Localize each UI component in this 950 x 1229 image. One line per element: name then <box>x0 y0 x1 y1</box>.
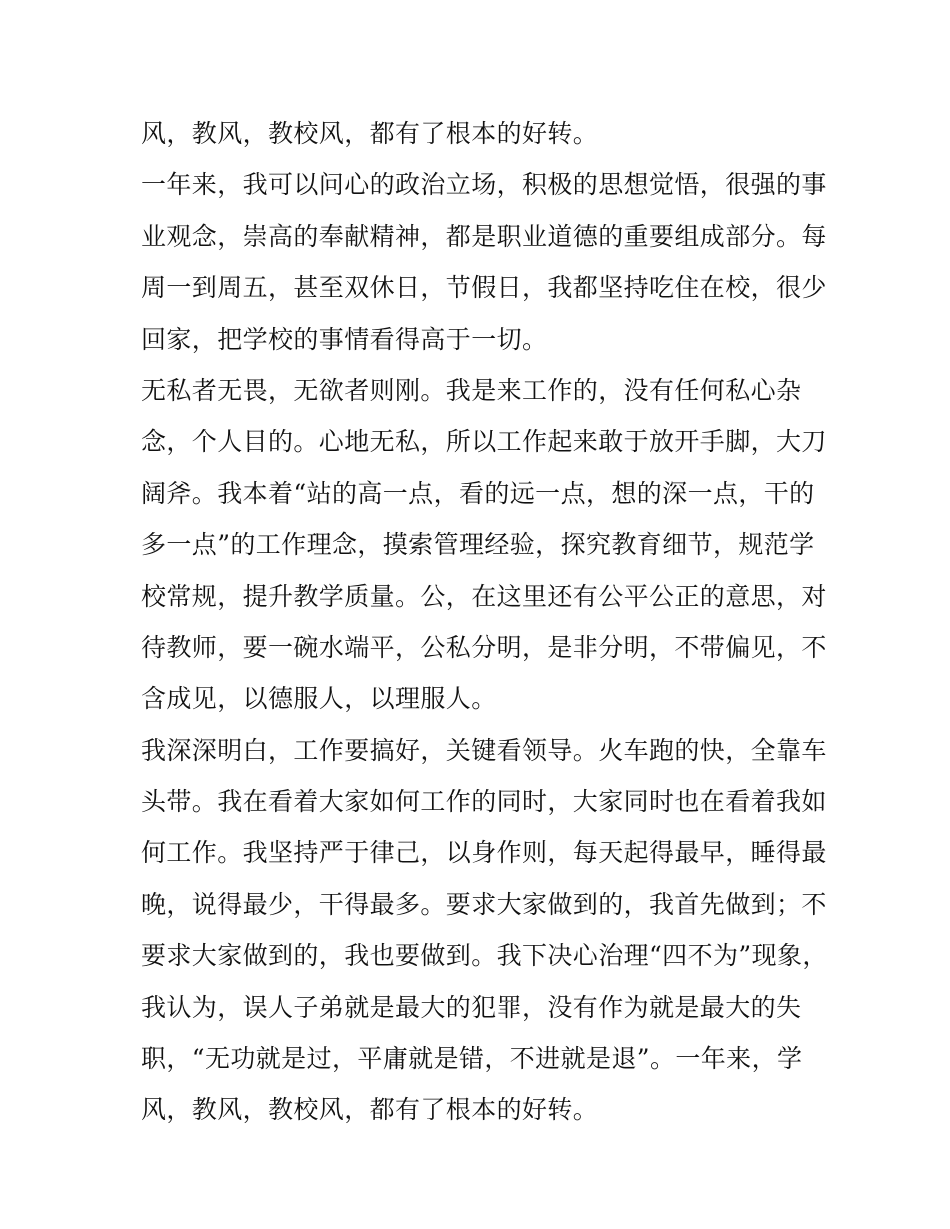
text-line: 我认为，误人子弟就是最大的犯罪，没有作为就是最大的失 <box>141 992 802 1022</box>
text-line: 何工作。我坚持严于律己，以身作则，每天起得最早，睡得最 <box>141 838 827 868</box>
text-line: 晚，说得最少，干得最多。要求大家做到的，我首先做到；不 <box>141 889 827 919</box>
text-line: 念，个人目的。心地无私，所以工作起来敢于放开手脚，大刀 <box>141 427 827 457</box>
text-line: 待教师，要一碗水端平，公私分明，是非分明，不带偏见，不 <box>141 632 827 662</box>
text-line: 周一到周五，甚至双休日，节假日，我都坚持吃住在校，很少 <box>141 273 827 303</box>
text-line: 风，教风，教校风，都有了根本的好转。 <box>141 1095 599 1125</box>
text-line: 要求大家做到的，我也要做到。我下决心治理“四不为”现象， <box>141 941 828 971</box>
text-line: 多一点”的工作理念，摸索管理经验，探究教育细节，规范学 <box>141 530 815 560</box>
text-line: 校常规，提升教学质量。公，在这里还有公平公正的意思，对 <box>141 581 827 611</box>
text-line: 头带。我在看着大家如何工作的同时，大家同时也在看着我如 <box>141 787 827 817</box>
text-line: 含成见，以德服人，以理服人。 <box>141 684 497 714</box>
text-line: 我深深明白，工作要搞好，关键看领导。火车跑的快，全靠车 <box>141 735 827 765</box>
document-body <box>141 108 828 1136</box>
text-line: 职，“无功就是过，平庸就是错，不进就是退”。一年来，学 <box>141 1044 803 1074</box>
text-line: 阔斧。我本着“站的高一点，看的远一点，想的深一点，干的 <box>141 478 815 508</box>
text-line: 无私者无畏，无欲者则刚。我是来工作的，没有任何私心杂 <box>141 375 802 405</box>
text-line: 回家，把学校的事情看得高于一切。 <box>141 324 548 354</box>
text-line: 业观念，崇高的奉献精神，都是职业道德的重要组成部分。每 <box>141 221 827 251</box>
text-line: 一年来，我可以问心的政治立场，积极的思想觉悟，很强的事 <box>141 170 827 200</box>
text-line: 风，教风，教校风，都有了根本的好转。 <box>141 119 599 148</box>
